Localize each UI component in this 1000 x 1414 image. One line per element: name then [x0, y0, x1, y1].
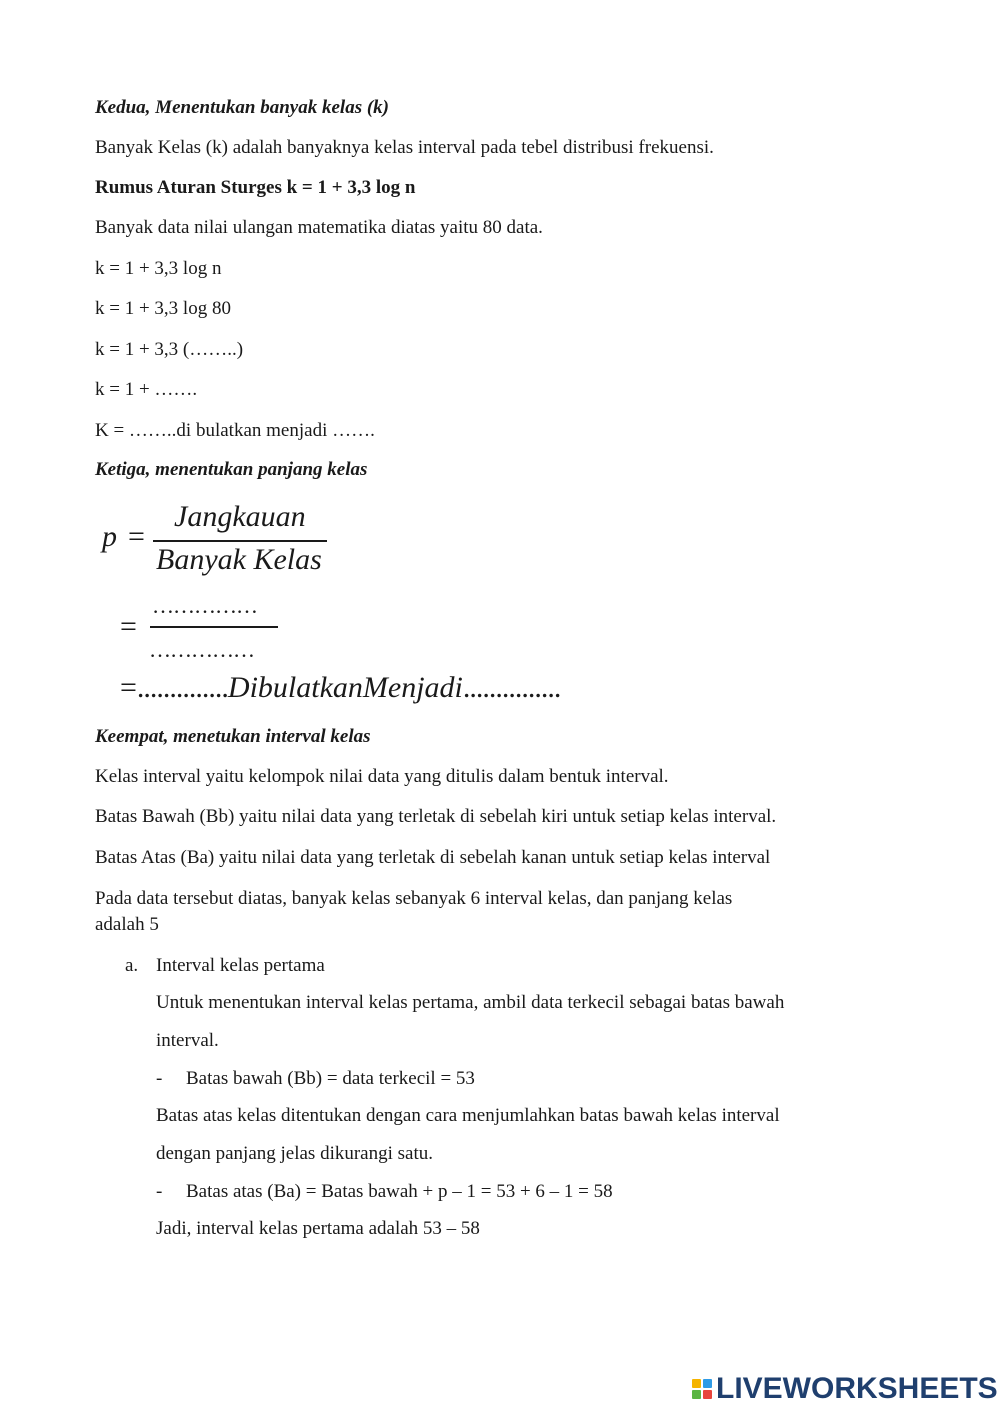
banyak-data-text: Banyak data nilai ulangan matematika diatas yaitu 80 data.	[95, 217, 543, 238]
formula-numerator: Jangkauan	[174, 500, 306, 533]
batas-bawah-bullet: Batas bawah (Bb) = data terkecil = 53	[186, 1068, 475, 1089]
batas-atas-definition: Batas Atas (Ba) yaitu nilai data yang terletak di sebelah kanan untuk setiap kelas interval	[95, 847, 771, 868]
formula-equals-2: =	[120, 610, 137, 643]
batas-bawah-definition: Batas Bawah (Bb) yaitu nilai data yang terletak di sebelah kiri untuk setiap kelas interval.	[95, 806, 777, 827]
list-title: Interval kelas pertama	[156, 955, 325, 976]
logo-grid-icon	[692, 1379, 712, 1399]
fraction-bar-2	[150, 626, 278, 628]
calc-step: k = 1 + 3,3 (……..)	[95, 339, 244, 360]
paragraph-line: Untuk menentukan interval kelas pertama, ambil data terkecil sebagai batas bawah	[156, 992, 785, 1013]
formula-equals: =	[128, 520, 145, 553]
paragraph-line: dengan panjang jelas dikurangi satu.	[156, 1143, 434, 1164]
formula-p: p	[102, 520, 117, 553]
conclusion-text: Jadi, interval kelas pertama adalah 53 – 58	[156, 1218, 480, 1239]
liveworksheets-logo	[692, 1373, 998, 1405]
dash-bullet: -	[156, 1068, 163, 1089]
dots-numerator: ……………	[152, 593, 257, 618]
calc-step: k = 1 + 3,3 log n	[95, 258, 222, 279]
result-text: DibulatkanMenjadi	[227, 671, 463, 704]
dash-bullet: -	[156, 1181, 163, 1202]
result-dots-left: ..............	[136, 671, 228, 704]
batas-atas-bullet: Batas atas (Ba) = Batas bawah + p – 1 = 53 + 6 – 1 = 58	[186, 1181, 613, 1202]
logo-text: LIVEWORKSHEETS	[716, 1372, 998, 1405]
formula-equals-3: =	[120, 671, 137, 704]
banyak-kelas-definition: Banyak Kelas (k) adalah banyaknya kelas interval pada tebel distribusi frekuensi.	[95, 137, 714, 158]
paragraph-line: interval.	[156, 1030, 219, 1051]
ketiga-heading: Ketiga, menentukan panjang kelas	[95, 459, 368, 480]
calc-step: k = 1 + 3,3 log 80	[95, 298, 231, 319]
kelas-interval-definition: Kelas interval yaitu kelompok nilai data yang ditulis dalam bentuk interval.	[95, 766, 669, 787]
formula-result	[120, 671, 560, 705]
pada-data-line-1: Pada data tersebut diatas, banyak kelas sebanyak 6 interval kelas, dan panjang kelas	[95, 888, 733, 909]
dots-denominator: ……………	[149, 637, 254, 662]
sturges-rule: Rumus Aturan Sturges k = 1 + 3,3 log n	[95, 177, 416, 198]
formula-denominator: Banyak Kelas	[156, 543, 322, 576]
pada-data-line-2: adalah 5	[95, 914, 159, 935]
paragraph-line: Batas atas kelas ditentukan dengan cara menjumlahkan batas bawah kelas interval	[156, 1105, 780, 1126]
fraction-bar	[153, 540, 327, 542]
keempat-heading: Keempat, menetukan interval kelas	[95, 726, 371, 747]
kedua-heading: Kedua, Menentukan banyak kelas (k)	[95, 97, 389, 118]
list-marker: a.	[125, 955, 139, 976]
calc-step: k = 1 + …….	[95, 379, 198, 400]
result-dots-right: ...............	[462, 671, 561, 704]
calc-step: K = ……..di bulatkan menjadi …….	[95, 420, 375, 441]
